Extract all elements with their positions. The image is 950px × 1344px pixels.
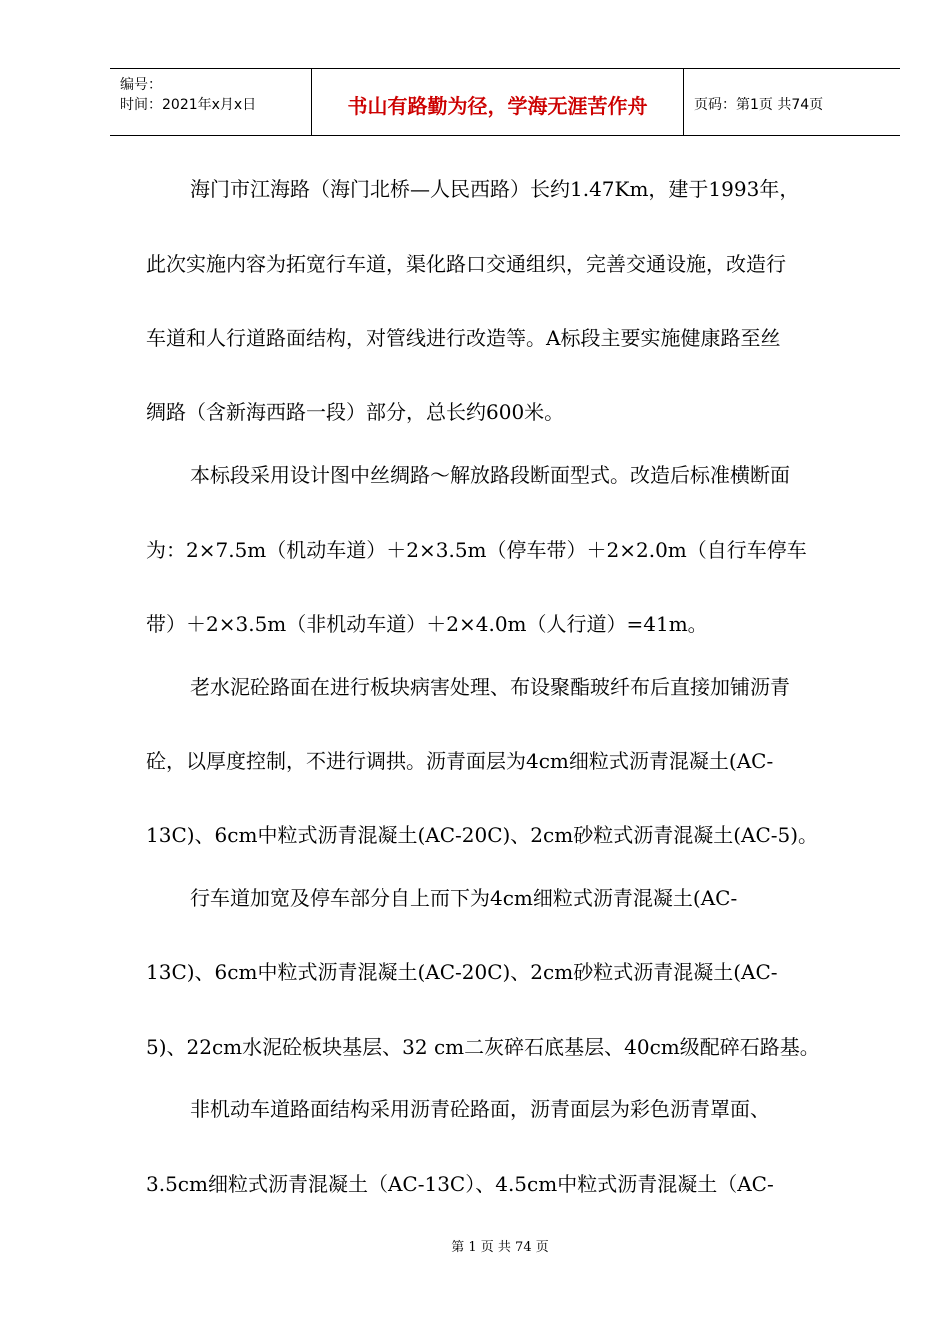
- body-line: 13C)、6cm中粒式沥青混凝土(AC-20C)、2cm砂粒式沥青混凝土(AC-5)。: [146, 823, 819, 847]
- body-line: 带）＋2×3.5m（非机动车道）＋2×4.0m（人行道）=41m。: [146, 612, 708, 636]
- body-line: 绸路（含新海西路一段）部分，总长约600米。: [146, 400, 565, 424]
- page-footer: 第 1 页 共 74 页: [451, 1240, 549, 1255]
- body-line: 海门市江海路（海门北桥—人民西路）长约1.47Km，建于1993年，: [190, 177, 800, 201]
- header-page-info: 页码：第1页 共74页: [694, 97, 824, 113]
- body-line: 3.5cm细粒式沥青混凝土（AC-13C）、4.5cm中粒式沥青混凝土（AC-: [146, 1172, 774, 1196]
- body-line: 本标段采用设计图中丝绸路～解放路段断面型式。改造后标准横断面: [190, 463, 790, 487]
- page-header: [110, 68, 900, 136]
- document-number-label: 编号：: [120, 77, 162, 93]
- body-line: 行车道加宽及停车部分自上而下为4cm细粒式沥青混凝土(AC-: [190, 886, 738, 910]
- body-line: 非机动车道路面结构采用沥青砼路面，沥青面层为彩色沥青罩面、: [190, 1097, 770, 1121]
- header-motto: 书山有路勤为径，学海无涯苦作舟: [312, 69, 684, 135]
- body-line: 13C)、6cm中粒式沥青混凝土(AC-20C)、2cm砂粒式沥青混凝土(AC-: [146, 960, 778, 984]
- body-line: 车道和人行道路面结构，对管线进行改造等。A标段主要实施健康路至丝: [146, 326, 781, 350]
- body-line: 老水泥砼路面在进行板块病害处理、布设聚酯玻纤布后直接加铺沥青: [190, 675, 790, 699]
- header-meta: [110, 69, 312, 135]
- body-line: 此次实施内容为拓宽行车道，渠化路口交通组织，完善交通设施，改造行: [146, 252, 786, 276]
- body-line: 砼，以厚度控制，不进行调拱。沥青面层为4cm细粒式沥青混凝土(AC-: [146, 749, 774, 773]
- body-line: 为：2×7.5m（机动车道）＋2×3.5m（停车带）＋2×2.0m（自行车停车: [146, 538, 807, 562]
- document-time-label: 时间：2021年x月x日: [120, 97, 257, 113]
- body-line: 5)、22cm水泥砼板块基层、32 cm二灰碎石底基层、40cm级配碎石路基。: [146, 1035, 820, 1059]
